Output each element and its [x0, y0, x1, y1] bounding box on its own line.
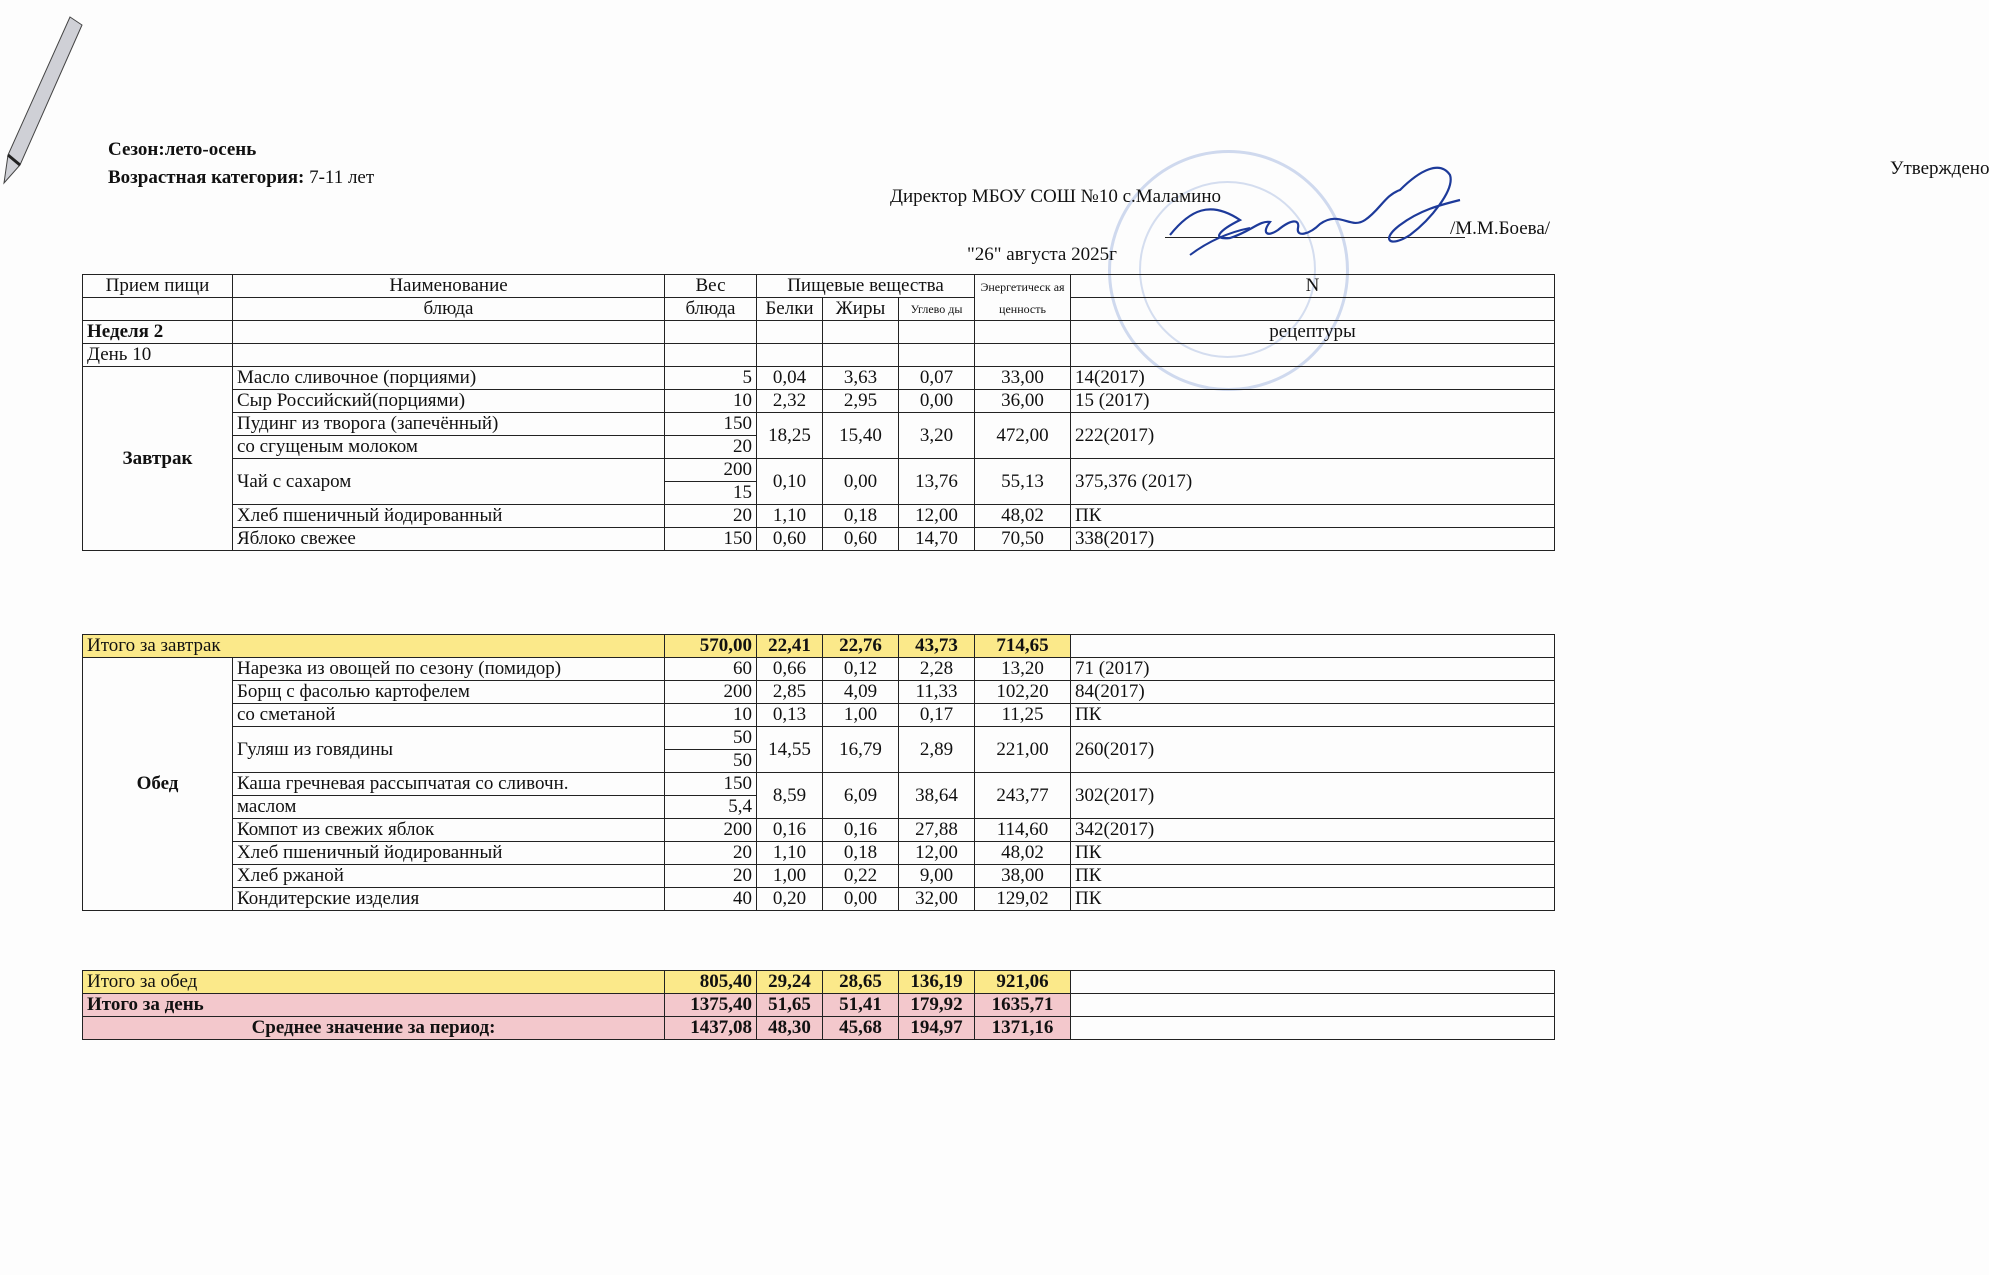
dish-fats: 0,00 [823, 888, 899, 911]
dish-recipe: 15 (2017) [1071, 390, 1555, 413]
table-row [83, 505, 1555, 528]
age-label: Возрастная категория: [108, 167, 305, 188]
dish-name: Яблоко свежее [233, 528, 665, 551]
dish-proteins: 1,10 [757, 505, 823, 528]
empty-cell [665, 321, 757, 344]
col-energy: Энергетическ ая ценность [975, 275, 1071, 321]
dish-name: маслом [233, 796, 665, 819]
dish-weight: 50 [665, 750, 757, 773]
week-row [83, 321, 1555, 344]
dish-energy: 48,02 [975, 842, 1071, 865]
season-value: лето-осень [164, 139, 257, 160]
dish-weight: 20 [665, 436, 757, 459]
director-title: Директор МБОУ СОШ №10 с.Маламино [890, 186, 1222, 207]
dish-proteins: 1,00 [757, 865, 823, 888]
dish-fats: 0,12 [823, 658, 899, 681]
dish-carbs: 0,07 [899, 367, 975, 390]
dish-fats: 16,79 [823, 727, 899, 773]
dish-fats: 4,09 [823, 681, 899, 704]
empty-cell [1071, 298, 1555, 321]
period-average-row [83, 1017, 1555, 1040]
total-energy: 714,65 [975, 635, 1071, 658]
dish-name: Нарезка из овощей по сезону (помидор) [233, 658, 665, 681]
dish-weight: 200 [665, 681, 757, 704]
dish-name: Хлеб ржаной [233, 865, 665, 888]
dish-proteins: 0,60 [757, 528, 823, 551]
total-carbs: 179,92 [899, 994, 975, 1017]
dish-recipe: 375,376 (2017) [1071, 459, 1555, 505]
total-fats: 28,65 [823, 971, 899, 994]
avg-carbs: 194,97 [899, 1017, 975, 1040]
col-weight-top: Вес [665, 275, 757, 298]
breakfast-total-label: Итого за завтрак [83, 635, 665, 658]
dish-carbs: 2,89 [899, 727, 975, 773]
menu-table [82, 274, 1555, 551]
total-energy: 921,06 [975, 971, 1071, 994]
dish-energy: 48,02 [975, 505, 1071, 528]
dish-carbs: 27,88 [899, 819, 975, 842]
avg-fats: 45,68 [823, 1017, 899, 1040]
dish-proteins: 0,13 [757, 704, 823, 727]
dish-fats: 3,63 [823, 367, 899, 390]
dish-carbs: 0,17 [899, 704, 975, 727]
total-proteins: 51,65 [757, 994, 823, 1017]
avg-weight: 1437,08 [665, 1017, 757, 1040]
dish-carbs: 9,00 [899, 865, 975, 888]
dish-energy: 33,00 [975, 367, 1071, 390]
dish-fats: 0,16 [823, 819, 899, 842]
dish-carbs: 38,64 [899, 773, 975, 819]
empty-cell [233, 344, 665, 367]
table-row [83, 390, 1555, 413]
table-row [83, 773, 1555, 796]
empty-cell [899, 321, 975, 344]
season-line [108, 136, 374, 164]
table-row [83, 413, 1555, 436]
avg-energy: 1371,16 [975, 1017, 1071, 1040]
total-weight: 570,00 [665, 635, 757, 658]
total-proteins: 22,41 [757, 635, 823, 658]
dish-carbs: 13,76 [899, 459, 975, 505]
dish-name: Чай с сахаром [233, 459, 665, 505]
dish-name: Каша гречневая рассыпчатая со сливочн. [233, 773, 665, 796]
dish-energy: 102,20 [975, 681, 1071, 704]
dish-fats: 0,22 [823, 865, 899, 888]
empty-cell [1071, 994, 1555, 1017]
pen-decoration [0, 15, 90, 185]
dish-name: Сыр Российский(порциями) [233, 390, 665, 413]
dish-name: Масло сливочное (порциями) [233, 367, 665, 390]
col-proteins: Белки [757, 298, 823, 321]
dish-recipe: ПК [1071, 704, 1555, 727]
table-row [83, 367, 1555, 390]
lunch-total-row [83, 971, 1555, 994]
empty-cell [975, 321, 1071, 344]
dish-recipe: 71 (2017) [1071, 658, 1555, 681]
dish-proteins: 2,32 [757, 390, 823, 413]
dish-recipe: ПК [1071, 865, 1555, 888]
dish-weight: 200 [665, 819, 757, 842]
table-row [83, 704, 1555, 727]
dish-weight: 60 [665, 658, 757, 681]
day-label: День 10 [83, 344, 233, 367]
dish-recipe: 342(2017) [1071, 819, 1555, 842]
empty-cell [823, 344, 899, 367]
dish-recipe: 338(2017) [1071, 528, 1555, 551]
age-line [108, 164, 374, 192]
empty-cell [823, 321, 899, 344]
header-row-1 [83, 275, 1555, 298]
dish-proteins: 2,85 [757, 681, 823, 704]
dish-carbs: 32,00 [899, 888, 975, 911]
empty-cell [757, 321, 823, 344]
week-label: Неделя 2 [83, 321, 233, 344]
meal-lunch: Обед [83, 658, 233, 911]
dish-energy: 70,50 [975, 528, 1071, 551]
dish-weight: 10 [665, 390, 757, 413]
dish-name: Хлеб пшеничный йодированный [233, 842, 665, 865]
col-name-top: Наименование [233, 275, 665, 298]
table-row [83, 658, 1555, 681]
dish-weight: 150 [665, 413, 757, 436]
avg-proteins: 48,30 [757, 1017, 823, 1040]
dish-proteins: 0,16 [757, 819, 823, 842]
col-weight-bottom: блюда [665, 298, 757, 321]
dish-fats: 0,00 [823, 459, 899, 505]
dish-carbs: 14,70 [899, 528, 975, 551]
total-carbs: 136,19 [899, 971, 975, 994]
dish-fats: 6,09 [823, 773, 899, 819]
dish-proteins: 1,10 [757, 842, 823, 865]
menu-table-totals [82, 970, 1555, 1040]
dish-energy: 36,00 [975, 390, 1071, 413]
day-total-row [83, 994, 1555, 1017]
dish-energy: 13,20 [975, 658, 1071, 681]
total-weight: 805,40 [665, 971, 757, 994]
dish-recipe: 302(2017) [1071, 773, 1555, 819]
col-carbs: Углево ды [899, 298, 975, 321]
total-carbs: 43,73 [899, 635, 975, 658]
col-nutrients: Пищевые вещества [757, 275, 975, 298]
document-header-left [108, 136, 374, 192]
table-row [83, 888, 1555, 911]
dish-weight: 5 [665, 367, 757, 390]
table-row [83, 865, 1555, 888]
meal-breakfast: Завтрак [83, 367, 233, 551]
dish-energy: 243,77 [975, 773, 1071, 819]
total-weight: 1375,40 [665, 994, 757, 1017]
breakfast-total-row [83, 635, 1555, 658]
dish-weight: 150 [665, 773, 757, 796]
col-meal: Прием пищи [83, 275, 233, 298]
dish-fats: 15,40 [823, 413, 899, 459]
season-label: Сезон: [108, 139, 165, 160]
empty-cell [83, 298, 233, 321]
dish-weight: 40 [665, 888, 757, 911]
dish-weight: 5,4 [665, 796, 757, 819]
dish-weight: 50 [665, 727, 757, 750]
dish-weight: 10 [665, 704, 757, 727]
dish-name: со сгущеным молоком [233, 436, 665, 459]
dish-energy: 221,00 [975, 727, 1071, 773]
empty-cell [975, 344, 1071, 367]
total-energy: 1635,71 [975, 994, 1071, 1017]
dish-fats: 2,95 [823, 390, 899, 413]
dish-weight: 20 [665, 505, 757, 528]
total-proteins: 29,24 [757, 971, 823, 994]
dish-name: Гуляш из говядины [233, 727, 665, 773]
day-total-label: Итого за день [83, 994, 665, 1017]
empty-cell [665, 344, 757, 367]
dish-name: Хлеб пшеничный йодированный [233, 505, 665, 528]
signature-name: /М.М.Боева/ [1450, 218, 1551, 239]
dish-carbs: 11,33 [899, 681, 975, 704]
dish-carbs: 2,28 [899, 658, 975, 681]
dish-weight: 150 [665, 528, 757, 551]
handwritten-signature [1150, 160, 1480, 270]
empty-cell [1071, 1017, 1555, 1040]
dish-proteins: 0,04 [757, 367, 823, 390]
table-row [83, 727, 1555, 750]
dish-carbs: 0,00 [899, 390, 975, 413]
dish-weight: 200 [665, 459, 757, 482]
menu-table-lower [82, 634, 1555, 911]
dish-name: Борщ с фасолью картофелем [233, 681, 665, 704]
dish-fats: 0,60 [823, 528, 899, 551]
dish-recipe: 14(2017) [1071, 367, 1555, 390]
table-row [83, 528, 1555, 551]
dish-proteins: 8,59 [757, 773, 823, 819]
table-row [83, 842, 1555, 865]
table-row [83, 459, 1555, 482]
dish-fats: 0,18 [823, 842, 899, 865]
approved-label: Утверждено [1890, 158, 1989, 179]
table-row [83, 819, 1555, 842]
day-row [83, 344, 1555, 367]
dish-proteins: 0,66 [757, 658, 823, 681]
dish-energy: 55,13 [975, 459, 1071, 505]
total-fats: 22,76 [823, 635, 899, 658]
period-average-label: Среднее значение за период: [83, 1017, 665, 1040]
dish-proteins: 18,25 [757, 413, 823, 459]
dish-recipe: ПК [1071, 505, 1555, 528]
dish-name: Компот из свежих яблок [233, 819, 665, 842]
dish-recipe: ПК [1071, 888, 1555, 911]
dish-name: со сметаной [233, 704, 665, 727]
empty-cell [233, 321, 665, 344]
dish-energy: 129,02 [975, 888, 1071, 911]
col-recipe-top: N [1071, 275, 1555, 298]
lunch-total-label: Итого за обед [83, 971, 665, 994]
dish-energy: 11,25 [975, 704, 1071, 727]
dish-fats: 0,18 [823, 505, 899, 528]
dish-energy: 114,60 [975, 819, 1071, 842]
dish-carbs: 3,20 [899, 413, 975, 459]
empty-cell [757, 344, 823, 367]
col-name-bottom: блюда [233, 298, 665, 321]
dish-name: Кондитерские изделия [233, 888, 665, 911]
dish-proteins: 0,10 [757, 459, 823, 505]
approval-date: "26" августа 2025г [967, 244, 1117, 265]
col-recipe-bottom: рецептуры [1071, 321, 1555, 344]
age-value: 7-11 лет [309, 167, 375, 188]
dish-weight: 20 [665, 865, 757, 888]
dish-proteins: 0,20 [757, 888, 823, 911]
header-row-2 [83, 298, 1555, 321]
dish-name: Пудинг из творога (запечённый) [233, 413, 665, 436]
empty-cell [1071, 635, 1555, 658]
dish-recipe: ПК [1071, 842, 1555, 865]
dish-proteins: 14,55 [757, 727, 823, 773]
col-fats: Жиры [823, 298, 899, 321]
dish-carbs: 12,00 [899, 505, 975, 528]
dish-energy: 38,00 [975, 865, 1071, 888]
dish-weight: 15 [665, 482, 757, 505]
dish-recipe: 260(2017) [1071, 727, 1555, 773]
empty-cell [1071, 344, 1555, 367]
table-row [83, 681, 1555, 704]
empty-cell [899, 344, 975, 367]
dish-recipe: 84(2017) [1071, 681, 1555, 704]
total-fats: 51,41 [823, 994, 899, 1017]
dish-carbs: 12,00 [899, 842, 975, 865]
dish-recipe: 222(2017) [1071, 413, 1555, 459]
dish-fats: 1,00 [823, 704, 899, 727]
dish-energy: 472,00 [975, 413, 1071, 459]
dish-weight: 20 [665, 842, 757, 865]
empty-cell [1071, 971, 1555, 994]
